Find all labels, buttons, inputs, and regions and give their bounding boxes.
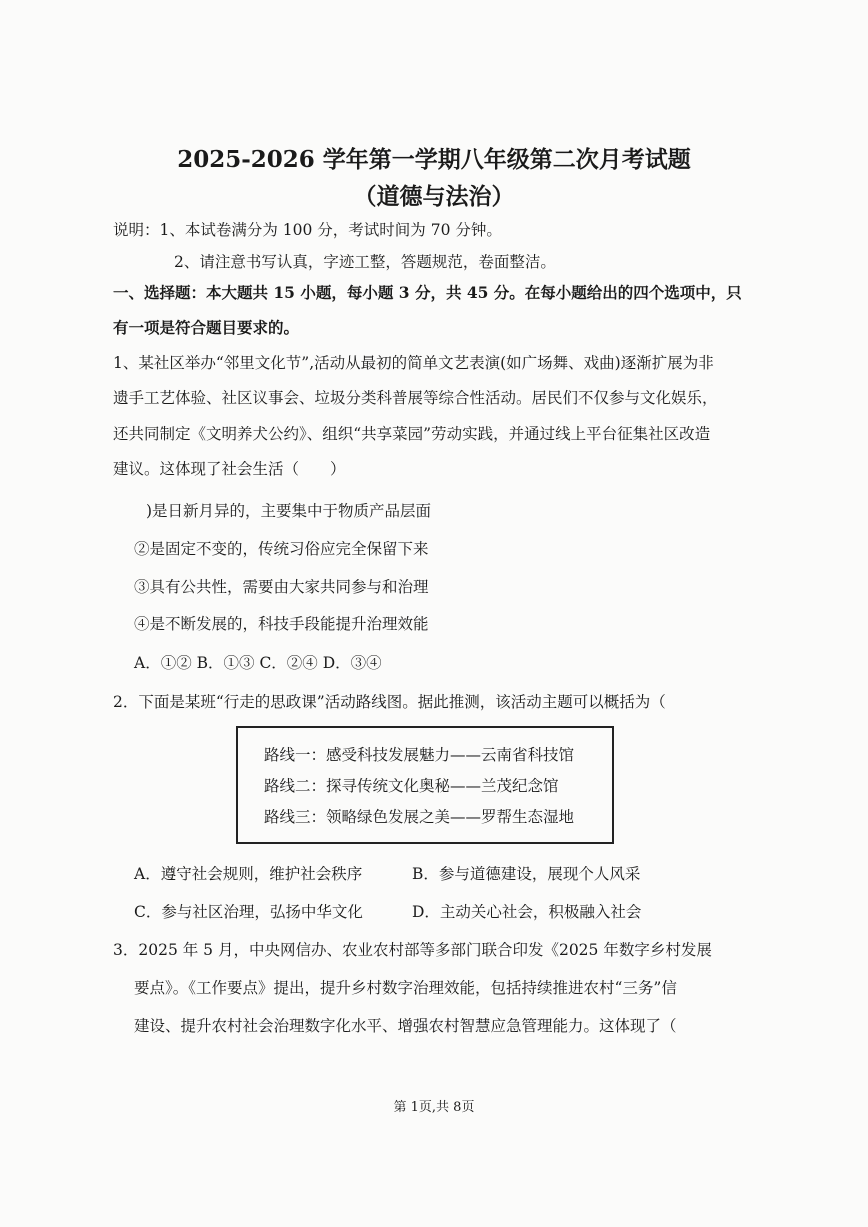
- instruction-1: 说明：1、本试卷满分为 100 分，考试时间为 70 分钟。: [113, 221, 502, 239]
- section-heading-line2: 有一项是符合题目要求的。: [113, 318, 300, 337]
- section-heading-line1: 一、选择题：本大题共 15 小题，每小题 3 分，共 45 分。在每小题给出的四个选项中，只: [113, 283, 742, 302]
- q3-stem-line3: 建设、提升农村社会治理数字化水平、增强农村智慧应急管理能力。这体现了（: [134, 1017, 677, 1035]
- q1-statement-4: ④是不断发展的，科技手段能提升治理效能: [134, 615, 429, 633]
- page-subtitle: （道德与法治）: [353, 183, 515, 210]
- q1-statement-1: )是日新月异的，主要集中于物质产品层面: [146, 502, 432, 520]
- q2-stem: 2．下面是某班“行走的思政课”活动路线图。据此推测，该活动主题可以概括为（: [113, 693, 666, 711]
- q1-stem-line3: 还共同制定《文明养犬公约》、组织“共享菜园”劳动实践，并通过线上平台征集社区改造: [113, 425, 711, 443]
- route-3: 路线三：领略绿色发展之美——罗帮生态湿地: [264, 808, 575, 826]
- page-footer: 第 1页,共 8页: [393, 1100, 475, 1115]
- q3-stem-line2: 要点》。《工作要点》提出，提升乡村数字治理效能，包括持续推进农村“三务”信: [134, 979, 677, 997]
- page-title: 2025-2026 学年第一学期八年级第二次月考试题: [177, 146, 691, 173]
- route-1: 路线一：感受科技发展魅力——云南省科技馆: [264, 746, 575, 764]
- q2-option-c: C．参与社区治理，弘扬中华文化: [134, 903, 363, 921]
- q1-stem-line2: 遗手工艺体验、社区议事会、垃圾分类科普展等综合性活动。居民们不仅参与文化娱乐，: [113, 389, 718, 407]
- q2-option-a: A．遵守社会规则，维护社会秩序: [134, 865, 363, 883]
- instruction-2: 2、请注意书写认真，字迹工整，答题规范，卷面整洁。: [174, 253, 556, 271]
- q2-option-b: B．参与道德建设，展现个人风采: [412, 865, 641, 883]
- q3-stem-line1: 3．2025 年 5 月，中央网信办、农业农村部等多部门联合印发《2025 年数字乡村发展: [113, 941, 712, 959]
- q1-statement-3: ③具有公共性，需要由大家共同参与和治理: [134, 578, 429, 596]
- q1-options: A．①② B．①③ C．②④ D．③④: [134, 654, 382, 672]
- q1-stem-line4: 建议。这体现了社会生活（ ）: [113, 460, 346, 478]
- q2-option-d: D．主动关心社会，积极融入社会: [412, 903, 642, 921]
- route-2: 路线二：探寻传统文化奥秘——兰茂纪念馆: [264, 777, 559, 795]
- q1-stem-line1: 1、某社区举办“邻里文化节”,活动从最初的简单文艺表演(如广场舞、戏曲)逐渐扩展为非: [113, 354, 714, 372]
- q1-statement-2: ②是固定不变的，传统习俗应完全保留下来: [134, 540, 429, 558]
